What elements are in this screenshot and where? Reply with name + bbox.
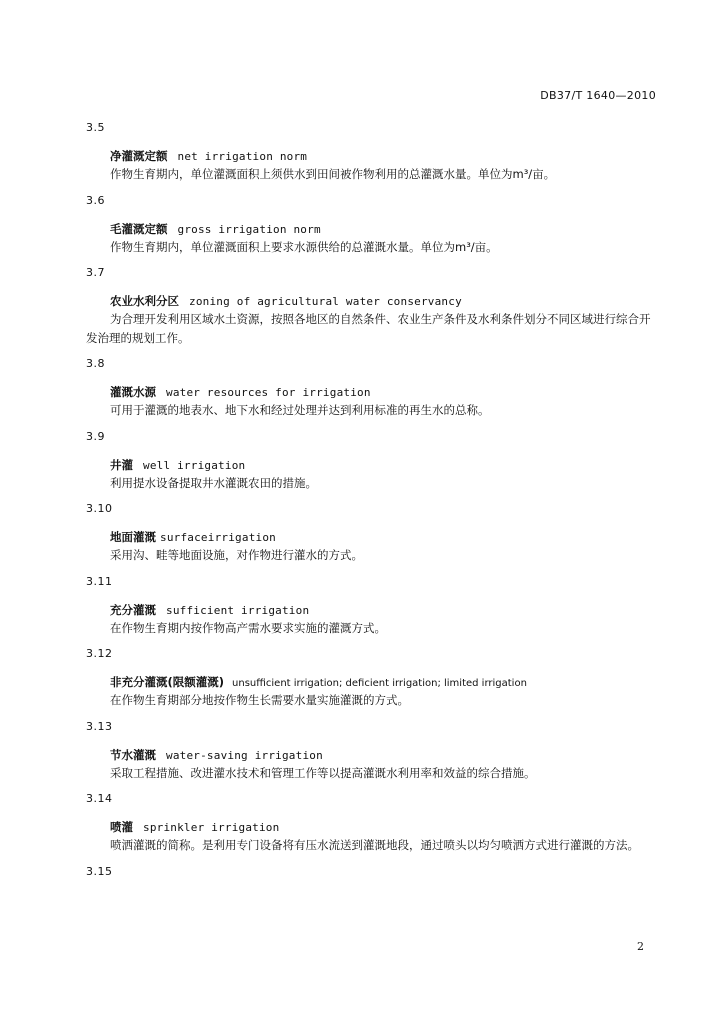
term-entry-3-7 xyxy=(86,264,656,347)
clause-number: 3.7 xyxy=(86,266,105,279)
term-chinese: 井灌 xyxy=(110,457,133,472)
term-english: unsufficient irrigation; deficient irrigation; limited irrigation xyxy=(232,678,527,689)
document-code-header: DB37/T 1640—2010 xyxy=(540,89,656,102)
clause-number: 3.10 xyxy=(86,502,113,515)
term-chinese: 充分灌溉 xyxy=(110,602,156,617)
term-english: gross irrigation norm xyxy=(177,222,321,236)
clause-number: 3.12 xyxy=(86,647,113,660)
term-entry-3-14 xyxy=(86,790,656,855)
term-chinese: 净灌溉定额 xyxy=(110,149,168,163)
term-line xyxy=(86,673,656,691)
term-english: sufficient irrigation xyxy=(166,603,310,617)
term-line xyxy=(86,220,656,238)
term-definition: 在作物生育期部分地按作物生长需要水量实施灌溉的方式。 xyxy=(110,693,409,707)
term-chinese: 非充分灌溉(限额灌溉) xyxy=(110,675,225,689)
term-definition: 在作物生育期内按作物高产需水要求实施的灌溉方式。 xyxy=(110,620,386,635)
term-entry-3-12 xyxy=(86,645,656,710)
term-entry-3-6 xyxy=(86,192,656,257)
term-entry-3-5 xyxy=(86,119,656,184)
term-definition: 利用提水设备提取井水灌溉农田的措施。 xyxy=(110,475,317,490)
term-entry-3-8 xyxy=(86,355,656,420)
clause-number: 3.14 xyxy=(86,792,113,805)
term-chinese: 节水灌溉 xyxy=(110,747,156,762)
term-definition: 为合理开发利用区域水土资源，按照各地区的自然条件、农业生产条件及水利条件划分不同区域进行综合开发治理的规划工作。 xyxy=(86,312,651,345)
term-definition: 作物生育期内，单位灌溉面积上要求水源供给的总灌溉水量。单位为m³/亩。 xyxy=(110,239,498,254)
page-number: 2 xyxy=(637,940,644,953)
term-definition: 喷洒灌溉的简称。是利用专门设备将有压水流送到灌溉地段，通过喷头以均匀喷洒方式进行灌溉的方法。 xyxy=(110,838,639,852)
clause-number: 3.6 xyxy=(86,193,105,207)
term-line xyxy=(86,601,656,619)
term-line xyxy=(86,528,656,546)
term-entry-3-9 xyxy=(86,428,656,493)
clause-number: 3.5 xyxy=(86,121,105,134)
term-chinese: 地面灌溉 xyxy=(110,530,156,544)
term-definition: 采取工程措施、改进灌水技术和管理工作等以提高灌溉水利用率和效益的综合措施。 xyxy=(110,765,536,780)
term-line xyxy=(86,746,656,764)
term-line xyxy=(86,456,656,474)
clause-number: 3.9 xyxy=(86,429,105,443)
term-chinese: 毛灌溉定额 xyxy=(110,221,168,236)
term-definition: 采用沟、畦等地面设施，对作物进行灌水的方式。 xyxy=(110,548,363,562)
terms-list xyxy=(86,119,656,891)
term-english: well irrigation xyxy=(143,458,246,472)
term-chinese: 喷灌 xyxy=(110,820,133,834)
clause-number: 3.13 xyxy=(86,719,113,733)
clause-number: 3.11 xyxy=(86,574,113,588)
term-english: water-saving irrigation xyxy=(166,748,323,762)
term-entry-3-11 xyxy=(86,573,656,638)
term-definition: 可用于灌溉的地表水、地下水和经过处理并达到利用标准的再生水的总称。 xyxy=(110,403,490,417)
term-english: net irrigation norm xyxy=(177,150,308,163)
term-definition: 作物生育期内，单位灌溉面积上须供水到田间被作物利用的总灌溉水量。单位为m³/亩。 xyxy=(110,167,556,181)
term-entry-3-10 xyxy=(86,500,656,565)
term-english: sprinkler irrigation xyxy=(143,821,280,834)
clause-number: 3.15 xyxy=(86,864,113,878)
term-english: zoning of agricultural water conservancy xyxy=(189,295,462,308)
term-english: water resources for irrigation xyxy=(166,386,371,399)
term-chinese: 灌溉水源 xyxy=(110,385,156,399)
term-line xyxy=(86,147,656,165)
term-line xyxy=(86,383,656,401)
clause-number: 3.8 xyxy=(86,357,105,370)
term-line xyxy=(86,818,656,836)
term-english: surfaceirrigation xyxy=(160,531,276,544)
term-entry-3-13 xyxy=(86,718,656,783)
term-chinese: 农业水利分区 xyxy=(110,294,179,308)
term-entry-3-15 xyxy=(86,863,656,881)
term-line xyxy=(86,292,656,310)
